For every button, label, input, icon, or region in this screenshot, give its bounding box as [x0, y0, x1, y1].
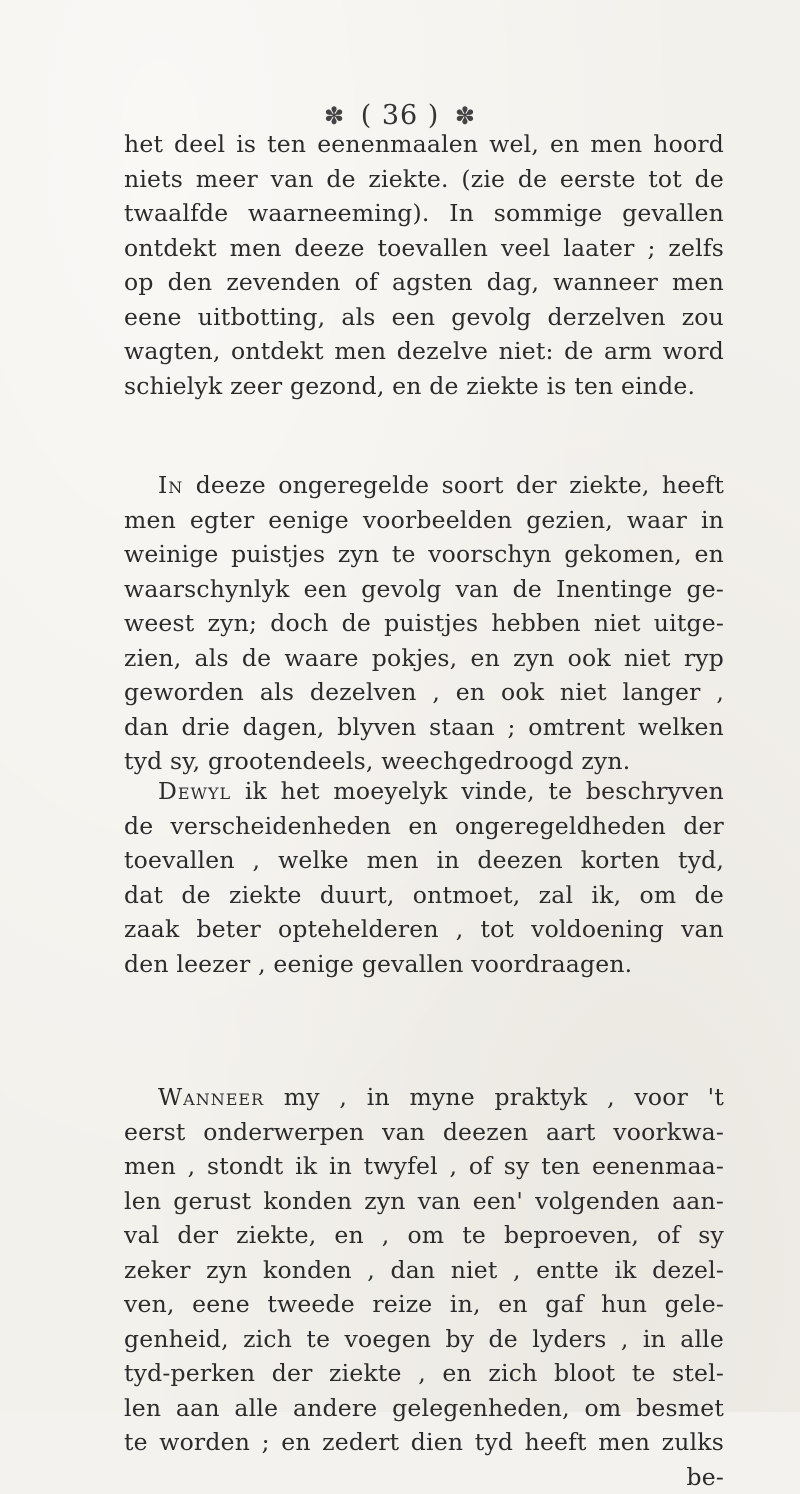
text-line: waarschynlyk een gevolg van de Inentinge ge- [124, 572, 724, 607]
text-line-lead [124, 468, 724, 503]
paragraph-1 [124, 127, 724, 403]
text-line: wagten, ontdekt men dezelve niet: de arm word [124, 334, 724, 369]
text-line: den leezer , eenige gevallen voordraagen. [124, 947, 724, 982]
paragraph-lead-word: Wanneer [158, 1083, 264, 1111]
paragraph-2 [124, 468, 724, 779]
text-line: zaak beter optehelderen , tot voldoening van [124, 912, 724, 947]
text-line: zien, als de waare pokjes, en zyn ook niet ryp [124, 641, 724, 676]
text-line: niets meer van de ziekte. (zie de eerste tot de [124, 162, 724, 197]
text-line: eene uitbotting, als een gevolg derzelven zou [124, 300, 724, 335]
text-line: len gerust konden zyn van een' volgenden aan- [124, 1184, 724, 1219]
page-number: ( 36 ) [361, 100, 440, 131]
text-line: toevallen , welke men in deezen korten tyd, [124, 843, 724, 878]
text-line: geworden als dezelven , en ook niet langer , [124, 675, 724, 710]
text-line: tyd-perken der ziekte , en zich bloot te stel- [124, 1356, 724, 1391]
ornament-left-icon: ✽ [324, 102, 345, 130]
text-line: weest zyn; doch de puistjes hebben niet uitge- [124, 606, 724, 641]
text-line: len aan alle andere gelegenheden, om besmet [124, 1391, 724, 1426]
catchword: be- [124, 1460, 724, 1494]
text-line: ven, eene tweede reize in, en gaf hun gele- [124, 1287, 724, 1322]
paragraph-lead-word: In [158, 471, 183, 499]
paragraph-lead-word: Dewyl [158, 777, 231, 805]
text-line: zeker zyn konden , dan niet , entte ik dezel- [124, 1253, 724, 1288]
text-line: val der ziekte, en , om te beproeven, of sy [124, 1218, 724, 1253]
text-line: weinige puistjes zyn te voorschyn gekomen, en [124, 537, 724, 572]
text-line: men egter eenige voorbeelden gezien, waar in [124, 503, 724, 538]
text-line: dan drie dagen, blyven staan ; omtrent welken [124, 710, 724, 745]
text-line-lead [124, 1080, 724, 1115]
text-line: twaalfde waarneeming). In sommige gevallen [124, 196, 724, 231]
text-line-rest: my , in myne praktyk , voor 't [264, 1083, 724, 1111]
paragraph-4 [124, 1080, 724, 1494]
paragraph-3 [124, 774, 724, 981]
text-line: de verscheidenheden en ongeregeldheden der [124, 809, 724, 844]
text-line: eerst onderwerpen van deezen aart voorkwa- [124, 1115, 724, 1150]
text-line-rest: deeze ongeregelde soort der ziekte, heeft [183, 471, 724, 499]
text-line: dat de ziekte duurt, ontmoet, zal ik, om de [124, 878, 724, 913]
text-line: men , stondt ik in twyfel , of sy ten eenenmaa- [124, 1149, 724, 1184]
text-line: genheid, zich te voegen by de lyders , in alle [124, 1322, 724, 1357]
text-line: op den zevenden of agsten dag, wanneer men [124, 265, 724, 300]
text-line: schielyk zeer gezond, en de ziekte is ten einde. [124, 369, 724, 404]
text-line-lead [124, 774, 724, 809]
text-line: ontdekt men deeze toevallen veel laater ; zelfs [124, 231, 724, 266]
text-line: het deel is ten eenenmaalen wel, en men hoord [124, 127, 724, 162]
text-line: tyd sy, grootendeels, weechgedroogd zyn. [124, 744, 724, 779]
text-line-rest: ik het moeyelyk vinde, te beschryven [231, 777, 724, 805]
text-line: te worden ; en zedert dien tyd heeft men zulks [124, 1425, 724, 1460]
ornament-right-icon: ✽ [455, 102, 476, 130]
